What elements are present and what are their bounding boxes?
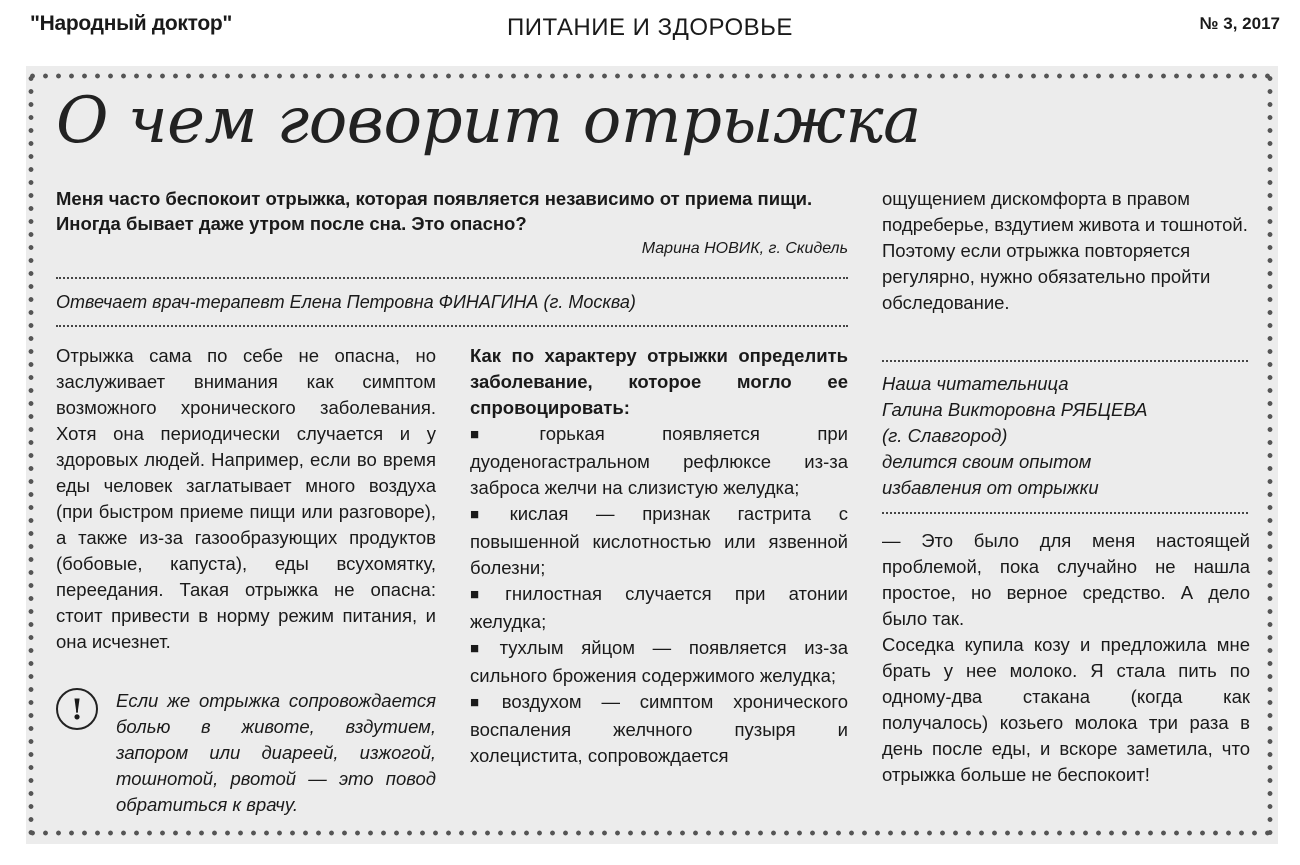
question-author: Марина НОВИК, г. Скидель — [641, 240, 848, 257]
section-title: ПИТАНИЕ И ЗДОРОВЬЕ — [507, 14, 793, 41]
divider — [882, 360, 1248, 362]
reader-question: Меня часто беспокоит отрыжка, которая появляется независимо от приема пищи. Иногда бывает даже утром после сна. Это опасно? — [56, 188, 813, 234]
list-item: ■ горькая появляется при дуоденогастральном рефлюксе из-за заброса желчи на слизистую желудка; — [470, 421, 848, 501]
reader-story — [882, 528, 1250, 788]
article-title: О чем говорит отрыжка — [56, 84, 921, 158]
dotted-border-bottom — [26, 829, 1278, 837]
column-2 — [470, 343, 848, 769]
divider — [56, 277, 848, 279]
reader-intro-line: избавления от отрыжки — [882, 477, 1099, 498]
warning-text: Если же отрыжка сопровождается болью в животе, вздутием, запором или диареей, изжогой, тошнотой, рвотой — это повод обратиться к врачу. — [116, 690, 436, 815]
reader-name: Галина Викторовна РЯБЦЕВА — [882, 399, 1148, 420]
issue-number: № 3, 2017 — [1199, 14, 1280, 33]
list-heading: Как по характеру отрыжки определить заболевание, которое могло ее спровоцировать: — [470, 345, 848, 418]
reader-city: (г. Славгород) — [882, 425, 1008, 446]
page-header — [0, 8, 1300, 48]
answer-author: Отвечает врач-терапевт Елена Петровна ФИНАГИНА (г. Москва) — [56, 292, 636, 312]
reader-intro-line: делится своим опытом — [882, 451, 1092, 472]
intro-paragraph: Отрыжка сама по себе не опасна, но заслуживает внимания как симптом возможного хронического заболевания. Хотя она периодически случается и у здоровых людей. Например, если во время еды человек заглатывает много воздуха (при быстром приеме пищи или разговоре), а также из-за газообразующих продуктов (бобовые, капуста), еды всухомятку, переедания. Такая отрыжка не опасна: стоит привести в норму режим питания, и она исчезнет. — [56, 345, 436, 652]
column-1 — [56, 343, 436, 655]
column-3-continuation — [882, 186, 1250, 316]
continuation-text: ощущением дискомфорта в правом подреберье, вздутием живота и тошнотой. — [882, 188, 1248, 235]
list-item: ■ воздухом — симптом хронического воспаления желчного пузыря и холецистита, сопровождается — [470, 689, 848, 769]
divider — [56, 325, 848, 327]
dotted-border-top — [26, 72, 1278, 80]
reader-intro-line: Наша читательница — [882, 373, 1069, 394]
story-paragraph: — Это было для меня настоящей проблемой, пока случайно не нашла простое, но верное средство. А дело было так. — [882, 530, 1250, 629]
divider — [882, 512, 1248, 514]
list-item: ■ тухлым яйцом — появляется из-за сильного брожения содержимого желудка; — [470, 635, 848, 689]
reader-intro — [882, 371, 1250, 501]
exclamation-circle-icon: ! — [56, 688, 98, 730]
list-item: ■ кислая — признак гастрита с повышенной кислотностью или язвенной болезни; — [470, 501, 848, 581]
list-item: ■ гнилостная случается при атонии желудка; — [470, 581, 848, 635]
dotted-border-left — [27, 72, 35, 837]
advice-text: Поэтому если отрыжка повторяется регулярно, нужно обязательно пройти обследование. — [882, 240, 1211, 313]
publication-name: "Народный доктор" — [30, 12, 233, 35]
dotted-border-right — [1266, 72, 1274, 837]
story-paragraph: Соседка купила козу и предложила мне брать у нее молоко. Я стала пить по одному-два стакана (когда как получалось) козьего молока три раза в день после еды, и вскоре заметила, что отрыжка больше не беспокоит! — [882, 634, 1250, 785]
